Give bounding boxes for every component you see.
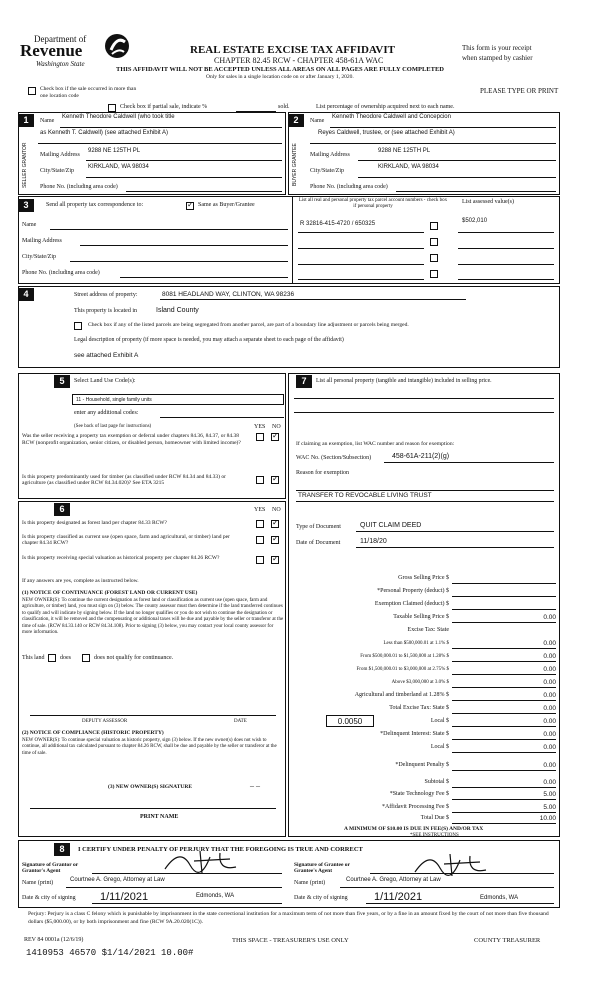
sold-label: sold. (278, 104, 290, 110)
sec4-number: 4 (18, 288, 34, 301)
parcel-number[interactable]: R 32816-415-4720 / 650325 (300, 221, 376, 227)
legal-label: Legal description of property (if more space is needed, you may attach a separate sheet to each page of the affidavit) (74, 337, 344, 343)
tax-rule (452, 812, 556, 813)
seller-addr-line (86, 160, 282, 161)
same-as-buyer-label: Same as Buyer/Grantee (198, 202, 255, 208)
tax-rule (452, 752, 556, 753)
does-not-qualify-checkbox[interactable] (82, 654, 90, 662)
seeback-note: (See back of last page for instructions) (74, 424, 152, 429)
seller-addr-label: Mailing Address (40, 152, 80, 158)
tax-rule (452, 622, 556, 623)
instructions-note: *SEE INSTRUCTIONS (410, 833, 459, 838)
grantee-name-label: Name (print) (294, 880, 326, 886)
county[interactable]: Island County (156, 307, 199, 314)
sec1-number: 1 (18, 114, 34, 127)
tax-line-label: Exemption Claimed (deduct) $ (374, 601, 449, 607)
tax-line-value[interactable]: 0.00 (543, 731, 556, 738)
buyer-name-line-1 (330, 127, 556, 128)
partial-sale-label: Check box if partial sale, indicate % (120, 104, 208, 110)
not-qualify-label: does not qualify for continuance. (94, 655, 174, 661)
tax-rule (452, 799, 556, 800)
sec5-q2-yes[interactable] (256, 476, 264, 484)
dept-line1: Department of (34, 34, 87, 44)
notice1-body: NEW OWNER(S): To continue the current designation as forest land or classification as current use (open space, farm and agriculture, or timber) land, you must sign on (3) below. The county assessor must then determine if the land transferred continues to qualify and will indicate by signing below. If the land no longer qualifies or you do not wish to continue the designation or classification, it will be removed and the compensating or additional taxes will be due and payable by the seller or transferor at the time of sale. (RCW 84.33.140 or RCW 84.34.108). Prior to signing (3) below, you may contact your local county assessor for more information. (22, 598, 284, 636)
segregated-label: Check box if any of the listed parcels are being segregated from another parcel, are part of a boundary line adjustment or parcels being merged. (88, 322, 409, 328)
land-use-code-select[interactable] (72, 394, 284, 405)
notice1-title: (1) NOTICE OF CONTINUANCE (FOREST LAND OR CURRENT USE) (22, 590, 198, 596)
sec3-city-line[interactable] (70, 261, 288, 262)
sec5-number: 5 (54, 375, 70, 388)
exemption-label: If claiming an exemption, list WAC number and reason for exemption: (296, 441, 455, 447)
tax-line-label: Total Excise Tax: State $ (389, 705, 449, 711)
seller-phone-line[interactable] (126, 191, 282, 192)
grantee-date-line (366, 903, 554, 904)
street-label: Street address of property: (74, 292, 138, 298)
grantee-signature-label: Signature of Grantee or Grantee's Agent (294, 862, 350, 874)
tax-line-label: Local $ (430, 718, 449, 724)
local-rate[interactable]: 0.0050 (326, 715, 374, 727)
form-warning: THIS AFFIDAVIT WILL NOT BE ACCEPTED UNLESS ALL AREAS ON ALL PAGES ARE FULLY COMPLETED (116, 66, 444, 73)
tax-line-value[interactable]: 0.00 (543, 640, 556, 647)
treasurer-stamp: 1410953 46570 $1/14/2021 10.00# (26, 948, 194, 958)
dept-line3: Washington State (36, 60, 85, 68)
sec5-q2-no[interactable] (271, 476, 279, 484)
wac-line (384, 462, 554, 463)
notice2-body: NEW OWNER(S): To continue special valuation as historic property, sign (3) below. If the new owner(s) does not wish to continue, all additional tax calculated pursuant to chapter 84.26 RCW, shall be due and payable by the seller or transferor at the time of sale. (22, 738, 277, 756)
personal-property-checkbox-1[interactable] (430, 222, 438, 230)
tax-rule (452, 674, 556, 675)
grantee-signature-line (370, 873, 554, 874)
grantee-date-label: Date & city of signing (294, 895, 348, 901)
sec6-question-2: Is this property classified as current use (open space, farm and agricultural, or timber) land per chapter 84.34 RCW? (22, 534, 230, 546)
land-use-select-label: Select Land Use Code(s): (74, 378, 136, 384)
sec6-question-1: Is this property designated as forest land per chapter 84.33 RCW? (22, 520, 167, 526)
document-date[interactable]: 11/18/20 (360, 538, 387, 545)
sec3-name-line[interactable] (50, 229, 288, 230)
street-address[interactable]: 8081 HEADLAND WAY, CLINTON, WA 98236 (162, 291, 295, 298)
sec6-q3-yes[interactable] (256, 556, 264, 564)
sec6-answer-note: If any answers are yes, complete as instructed below. (22, 578, 139, 584)
personal-property-label: List all personal property (tangible and intangible) included in selling price. (316, 378, 492, 384)
sec6-question-3: Is this property receiving special valuation as historical property per chapter 84.26 RCW? (22, 555, 220, 561)
tax-line-label: Subtotal $ (424, 779, 449, 785)
wac-label: WAC No. (Section/Subsection) (296, 455, 372, 461)
sec5-yes-header: YES (254, 424, 266, 430)
buyer-addr-label: Mailing Address (310, 152, 350, 158)
form-title: REAL ESTATE EXCISE TAX AFFIDAVIT (190, 44, 395, 56)
tax-line-label: Taxable Selling Price $ (393, 614, 449, 620)
does-label: does (60, 655, 71, 661)
sec3-phone-label: Phone No. (including area code) (22, 270, 100, 276)
form-number: REV 84 0001a (12/6/19) (24, 937, 84, 943)
grantee-name[interactable]: Courtnee A. Grego, Attorney at Law (346, 877, 441, 883)
assessed-line-4[interactable] (458, 279, 554, 280)
tax-rule (452, 823, 556, 824)
sec6-q1-no[interactable] (271, 520, 279, 528)
sec7-number: 7 (296, 375, 312, 388)
grantor-signature-label: Signature of Grantor or Grantor's Agent (22, 862, 79, 874)
tax-line-label: *Personal Property (deduct) $ (377, 588, 449, 594)
sec5-q1-no[interactable] (271, 433, 279, 441)
buyer-addr[interactable]: 9288 NE 125TH PL (378, 148, 431, 154)
buyer-name-line-2 (310, 143, 556, 144)
new-owner-signature-label: (3) NEW OWNER(S) SIGNATURE (108, 784, 192, 790)
tax-line-label: Excise Tax: State (407, 627, 449, 633)
assessor-date-label: DATE (234, 719, 247, 724)
parcel-line-1 (298, 232, 424, 233)
seller-name-1[interactable]: Kenneth Theodore Caldwell (who took title (62, 114, 175, 120)
buyer-name-label: Name (310, 118, 325, 124)
personal-property-checkbox-3[interactable] (430, 254, 438, 262)
grantor-signature-line (92, 873, 282, 874)
notice2-title: (2) NOTICE OF COMPLIANCE (HISTORIC PROPERTY) (22, 730, 164, 736)
seller-city[interactable]: KIRKLAND, WA 98034 (88, 164, 149, 170)
tax-rule (452, 596, 556, 597)
sec8-number: 8 (54, 843, 70, 856)
seller-phone-label: Phone No. (including area code) (40, 184, 118, 190)
sec6-q3-no[interactable] (271, 556, 279, 564)
tax-line-value[interactable]: 0.00 (543, 762, 556, 769)
tax-line-label: *Delinquent Penalty $ (395, 762, 449, 768)
tax-line-label: Local $ (430, 744, 449, 750)
personal-property-line-1[interactable] (294, 398, 554, 399)
sec2-number: 2 (288, 114, 304, 127)
partial-sale-checkbox[interactable] (108, 104, 116, 112)
buyer-city-line (358, 177, 556, 178)
docdate-line (356, 547, 554, 548)
perjury-notice: Perjury: Perjury is a class C felony which is punishable by imprisonment in the state correctional institution for a maximum term of not more than five years, or by a fine in an amount fixed by the court of not more than five thousand dollars ($5,000.00), or by both imprisonment and fine (RCW 9A.20.020(1C)). (28, 911, 549, 925)
tax-rule (452, 648, 556, 649)
seller-name-label: Name (40, 118, 55, 124)
buyer-city[interactable]: KIRKLAND, WA 98034 (378, 164, 439, 170)
reason-label: Reason for exemption (296, 470, 349, 476)
sec3-divider (292, 196, 293, 284)
tax-rule (452, 787, 556, 788)
tax-line-label: *Delinquent Interest: State $ (380, 731, 449, 737)
tax-rule (452, 661, 556, 662)
grantor-date-line (92, 903, 282, 904)
sec6-q2-yes[interactable] (256, 536, 264, 544)
new-owner-signature-line[interactable] (30, 808, 276, 809)
print-name-label: PRINT NAME (140, 814, 179, 820)
tax-line-value[interactable]: 0.00 (543, 692, 556, 699)
sec6-number: 6 (54, 503, 70, 516)
buyer-name-1[interactable]: Kenneth Theodore Caldwell and Concepcion (332, 114, 451, 120)
assessed-header: List assessed value(s) (462, 199, 514, 205)
dept-line2: Revenue (20, 41, 83, 60)
tax-line-label: *State Technology Fee $ (389, 791, 449, 797)
docdate-label: Date of Document (296, 540, 341, 546)
grantor-date[interactable]: 1/11/2021 (100, 891, 149, 903)
tax-rule (452, 713, 556, 714)
grantee-name-line (340, 887, 554, 888)
tax-line-value[interactable]: 0.00 (543, 705, 556, 712)
street-line (160, 299, 466, 300)
tax-rule (452, 700, 556, 701)
receipt-note-2: when stamped by cashier (462, 54, 533, 62)
legal-description[interactable]: see attached Exhibit A (74, 352, 139, 359)
tax-rule (452, 770, 556, 771)
grantor-signature[interactable] (160, 845, 250, 875)
sec3-city-label: City/State/Zip (22, 254, 56, 260)
county-treasurer-label: COUNTY TREASURER (474, 937, 541, 944)
land-use-code-value: 11 - Household, single family units (76, 397, 152, 403)
tax-rule (452, 739, 556, 740)
buyer-phone-line[interactable] (396, 191, 556, 192)
sec6-no-header: NO (272, 507, 281, 513)
sec3-name-label: Name (22, 222, 37, 228)
parcel-line-2[interactable] (298, 248, 424, 249)
personal-property-checkbox-4[interactable] (430, 270, 438, 278)
tax-line-value[interactable]: 0.00 (543, 653, 556, 660)
additional-codes-label: enter any additional codes: (74, 410, 139, 416)
grantor-city[interactable]: Edmonds, WA (196, 893, 235, 899)
tax-line-value[interactable]: 10.00 (539, 815, 556, 822)
tax-line-value[interactable]: 0.00 (543, 666, 556, 673)
parcel-line-4[interactable] (298, 279, 424, 280)
print-note: PLEASE TYPE OR PRINT (480, 87, 559, 95)
sec3-mail-line[interactable] (80, 245, 288, 246)
assessed-line-2[interactable] (458, 248, 554, 249)
assessor-signature-line[interactable] (30, 715, 276, 716)
does-qualify-checkbox[interactable] (48, 654, 56, 662)
parcel-header: List all real and personal property tax parcel account numbers - check box if personal property (298, 198, 448, 209)
located-label: This property is located in (74, 308, 137, 314)
reason-line-1 (296, 490, 554, 491)
reason-line-2 (296, 501, 554, 502)
tax-line-value[interactable]: 0.00 (543, 614, 556, 621)
sec5-question-1: Was the seller receiving a property tax exemption or deferral under chapters 84.36, 84.37, or 84.38 RCW (nonprofit organization, senior citizen, or disabled person, homeowner with limited income)? (22, 433, 241, 446)
tax-rule (452, 609, 556, 610)
grantee-city[interactable]: Edmonds, WA (480, 895, 519, 901)
tax-rule (452, 583, 556, 584)
buyer-city-label: City/State/Zip (310, 168, 344, 174)
tax-rule (452, 687, 556, 688)
multi-location-label: Check box if the sale occurred in more than one location code (40, 86, 137, 99)
buyer-side-label: BUYER GRANTEE (292, 143, 298, 187)
grantee-date[interactable]: 1/11/2021 (374, 891, 423, 903)
sec6-q1-yes[interactable] (256, 520, 264, 528)
tax-line-value[interactable]: 0.00 (543, 779, 556, 786)
tax-rule (452, 726, 556, 727)
grantor-name[interactable]: Courtnee A. Grego, Attorney at Law (70, 877, 165, 883)
tax-line-label: Agricultural and timberland at 1.28% $ (354, 692, 449, 698)
sec3-phone-line[interactable] (120, 277, 288, 278)
tax-line-label: Above $3,000,000 at 3.0% $ (391, 680, 449, 685)
signature-dashes: – – (250, 781, 260, 790)
seller-side-label: SELLER GRANTOR (22, 142, 28, 188)
sec5-no-header: NO (272, 424, 281, 430)
tax-line-label: From $1,500,000.01 to $3,000,000 at 2.75% $ (356, 667, 449, 672)
seller-city-line (86, 177, 282, 178)
this-land-label: This land (22, 655, 45, 661)
tax-line-label: Less than $500,000.01 at 1.1% $ (383, 641, 449, 646)
assessed-line-3[interactable] (458, 264, 554, 265)
multi-location-checkbox[interactable] (28, 87, 36, 95)
tax-line-value[interactable]: 0.00 (543, 718, 556, 725)
doctype-line (356, 531, 554, 532)
sec3-mail-label: Mailing Address (22, 238, 62, 244)
sec6-q2-no[interactable] (271, 536, 279, 544)
personal-property-checkbox-2[interactable] (430, 238, 438, 246)
tax-line-value[interactable]: 5.00 (543, 791, 556, 798)
grantor-date-label: Date & city of signing (22, 895, 76, 901)
sec3-send-label: Send all property tax correspondence to: (46, 202, 144, 208)
sale-note: Only for sales in a single location code on or after January 1, 2020. (206, 74, 354, 80)
seller-name-line-2 (38, 143, 282, 144)
deputy-assessor-label: DEPUTY ASSESSOR (82, 719, 128, 724)
wac-number[interactable]: 458-61A-211(2)(g) (392, 453, 450, 460)
treasurer-use-label: THIS SPACE - TREASURER'S USE ONLY (232, 937, 349, 944)
exemption-reason[interactable]: TRANSFER TO REVOCABLE LIVING TRUST (298, 492, 432, 499)
tax-line-label: From $500,000.01 to $1,500,000 at 1.28% $ (360, 654, 449, 659)
grantor-name-line (66, 887, 282, 888)
tax-line-value[interactable]: 0.00 (543, 679, 556, 686)
seller-city-label: City/State/Zip (40, 168, 74, 174)
tax-line-value[interactable]: 5.00 (543, 804, 556, 811)
tax-line-label: *Affidavit Processing Fee $ (381, 804, 449, 810)
minimum-note: A MINIMUM OF $10.00 IS DUE IN FEE(S) AND/OR TAX (344, 826, 484, 832)
seller-name-2[interactable]: as Kenneth T. Caldwell) (see attached Exhibit A) (40, 130, 168, 136)
tax-line-label: Gross Selling Price $ (398, 575, 449, 581)
seller-addr[interactable]: 9288 NE 125TH PL (88, 148, 141, 154)
certify-statement: I CERTIFY UNDER PENALTY OF PERJURY THAT THE FOREGOING IS TRUE AND CORRECT (78, 846, 363, 853)
buyer-addr-line (358, 160, 556, 161)
buyer-phone-label: Phone No. (including area code) (310, 184, 388, 190)
ownership-label: List percentage of ownership acquired next to each name. (316, 104, 455, 110)
seller-name-line-1 (60, 127, 282, 128)
personal-property-line-2[interactable] (294, 412, 554, 413)
sec3-number: 3 (18, 199, 34, 212)
additional-codes-line[interactable] (160, 417, 284, 418)
parcel-line-3[interactable] (298, 264, 424, 265)
same-as-buyer-checkbox[interactable] (186, 202, 194, 210)
sec5-q1-yes[interactable] (256, 433, 264, 441)
tax-line-label: Total Due $ (420, 815, 449, 821)
document-type[interactable]: QUIT CLAIM DEED (360, 522, 422, 529)
assessed-value[interactable]: $502,010 (462, 218, 488, 224)
segregated-checkbox[interactable] (74, 322, 82, 330)
buyer-name-2[interactable]: Reyes Caldwell, trustee, or (see attached Exhibit A) (318, 130, 455, 136)
tax-line-value[interactable]: 0.00 (543, 744, 556, 751)
sec5-question-2: Is this property predominantly used for timber (as classified under RCW 84.34 and 84.33) or agriculture (as classified under RCW 84.34.020)? See ETA 3215 (22, 474, 226, 486)
receipt-note-1: This form is your receipt (462, 44, 532, 52)
grantor-name-label: Name (print) (22, 880, 54, 886)
form-subtitle: CHAPTER 82.45 RCW - CHAPTER 458-61A WAC (214, 56, 384, 65)
dor-swirl-icon (102, 32, 132, 60)
assessed-line-1 (458, 232, 554, 233)
sec6-yes-header: YES (254, 507, 266, 513)
doctype-label: Type of Document (296, 524, 341, 530)
